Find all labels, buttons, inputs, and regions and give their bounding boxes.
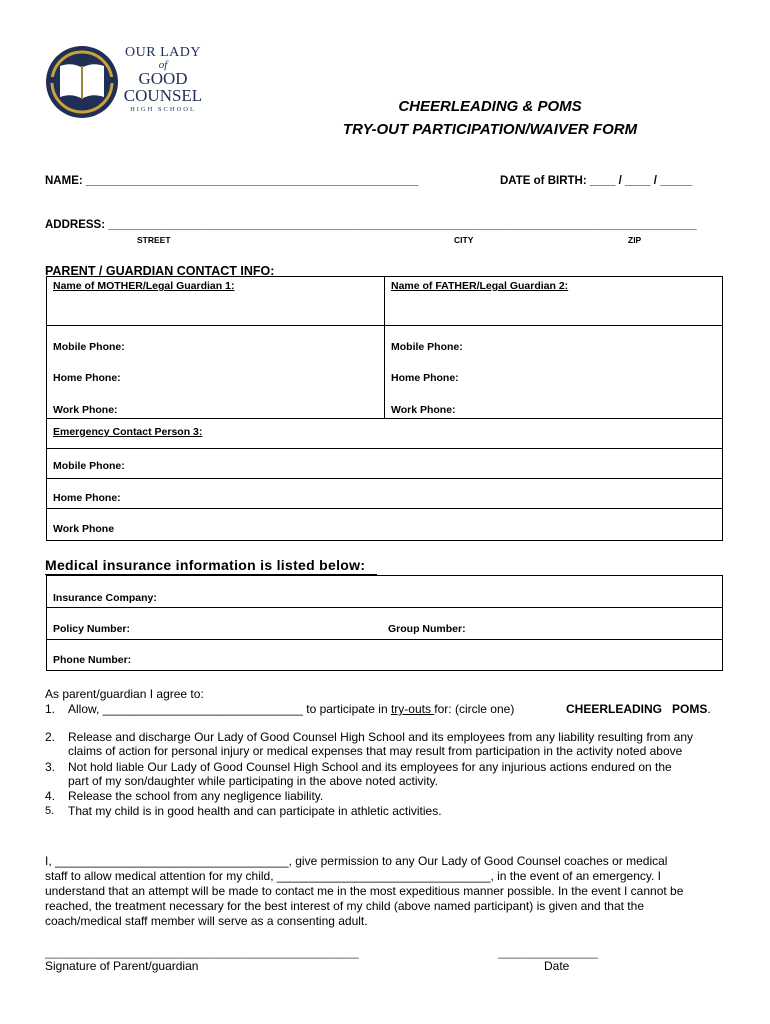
emergency-mobile-phone[interactable]: Mobile Phone: xyxy=(53,460,125,472)
group-number-field[interactable]: Group Number: xyxy=(388,623,466,635)
permission-line2: staff to allow medical attention for my child, ________________________________, in the event of an emergency. I xyxy=(45,869,661,883)
medical-header: Medical insurance information is listed below: xyxy=(45,557,366,573)
father-name-cell[interactable]: Name of FATHER/Legal Guardian 2: xyxy=(391,280,569,292)
signature-label: Signature of Parent/guardian xyxy=(45,959,199,973)
agree-item-2-line1: Release and discharge Our Lady of Good Counsel High School and its employees from any liability resulting from any xyxy=(68,730,693,744)
item1-text-b: for: (circle one) xyxy=(434,702,515,716)
mother-mobile-phone[interactable]: Mobile Phone: xyxy=(53,341,125,353)
contact-header: PARENT / GUARDIAN CONTACT INFO: xyxy=(45,264,275,278)
logo-line-good: GOOD xyxy=(138,69,188,88)
medical-phone-number-field[interactable]: Phone Number: xyxy=(53,654,132,666)
agree-item-4: Release the school from any negligence liability. xyxy=(68,789,324,803)
logo-line-of: of xyxy=(158,59,168,71)
emergency-home-phone[interactable]: Home Phone: xyxy=(53,492,121,504)
mother-home-phone[interactable]: Home Phone: xyxy=(53,372,121,384)
item-number: 1. xyxy=(45,702,56,716)
permission-line5: coach/medical staff member will serve as a consenting adult. xyxy=(45,914,368,928)
father-work-phone[interactable]: Work Phone: xyxy=(391,404,456,416)
permission-line4: reached, the treatment necessary for the best interest of my child (above named participant) is given and that the xyxy=(45,899,644,913)
insurance-company-field[interactable]: Insurance Company: xyxy=(53,592,157,604)
agree-item-1 xyxy=(68,701,514,717)
signature-line[interactable]: _______________________________________________ xyxy=(45,945,359,959)
agree-item-2-line2: claims of action for personal injury or medical expenses that may result from participation in the activity noted above xyxy=(68,744,683,758)
item-number: 2. xyxy=(45,730,56,744)
item1-text-a: Allow, ______________________________ to participate in xyxy=(68,702,391,716)
school-crest-icon xyxy=(44,44,122,120)
father-mobile-phone[interactable]: Mobile Phone: xyxy=(391,341,463,353)
date-label: Date xyxy=(544,959,570,973)
circle-one-options[interactable] xyxy=(566,701,711,717)
mother-work-phone[interactable]: Work Phone: xyxy=(53,404,118,416)
school-logo xyxy=(44,44,204,120)
item-number: 3. xyxy=(45,760,56,774)
item1-tryouts: try-outs xyxy=(390,702,435,716)
name-field[interactable]: NAME: ____________________________________________________ xyxy=(45,175,419,187)
policy-number-field[interactable]: Policy Number: xyxy=(53,623,131,635)
item-number: 4. xyxy=(45,789,56,803)
agree-item-3-line2: part of my son/daughter while participating in the above noted activity. xyxy=(68,774,438,788)
dob-field[interactable]: DATE of BIRTH: ____ / ____ / _____ xyxy=(500,175,693,187)
logo-line-high-school: HIGH SCHOOL xyxy=(130,106,196,113)
agree-item-5: That my child is in good health and can participate in athletic activities. xyxy=(68,804,442,818)
agree-intro: As parent/guardian I agree to: xyxy=(45,687,204,701)
item1-end: . xyxy=(707,702,711,716)
address-city-label: CITY xyxy=(454,235,474,245)
form-title-line2: TRY-OUT PARTICIPATION/WAIVER FORM xyxy=(342,121,638,138)
emergency-contact-cell[interactable]: Emergency Contact Person 3: xyxy=(53,426,203,438)
form-title-line1: CHEERLEADING & POMS xyxy=(398,98,582,115)
logo-line-counsel: COUNSEL xyxy=(123,86,203,105)
logo-line-our-lady: OUR LADY xyxy=(125,45,201,60)
emergency-work-phone[interactable]: Work Phone xyxy=(53,523,115,535)
agree-item-3-line1: Not hold liable Our Lady of Good Counsel High School and its employees for any injurious actions endured on the xyxy=(68,760,672,774)
father-home-phone[interactable]: Home Phone: xyxy=(391,372,459,384)
permission-line1: I, ___________________________________, give permission to any Our Lady of Good Counsel coaches or medical xyxy=(45,854,668,868)
permission-line3: understand that an attempt will be made to contact me in the most expeditious manner possible. In the event I cannot be xyxy=(45,884,684,898)
address-field[interactable]: ADDRESS: ____________________________________________________________________________________________ xyxy=(45,219,697,231)
item-number: 5. xyxy=(45,805,55,817)
item1-options[interactable]: CHEERLEADING POMS xyxy=(566,702,708,716)
date-line[interactable]: _______________ xyxy=(498,945,599,959)
mother-name-cell[interactable]: Name of MOTHER/Legal Guardian 1: xyxy=(53,280,235,292)
address-zip-label: ZIP xyxy=(628,235,642,245)
address-street-label: STREET xyxy=(137,235,171,245)
